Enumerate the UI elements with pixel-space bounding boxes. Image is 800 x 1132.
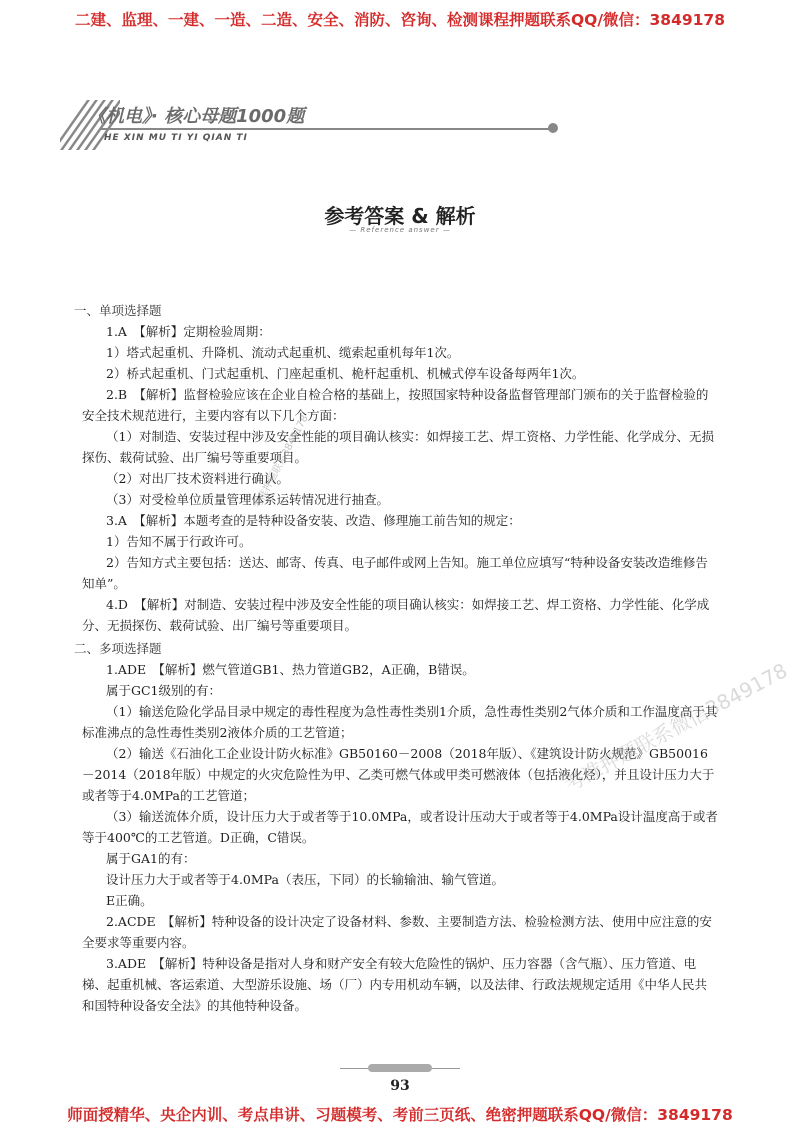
bottom-contact-banner: 师面授精华、央企内训、考点串讲、习题模考、考前三页纸、绝密押题联系QQ/微信：3849178 xyxy=(67,1106,733,1124)
answer-paragraph: （1）输送危险化学品目录中规定的毒性程度为急性毒性类别1介质，急性毒性类别2气体介质和工作温度高于其标准沸点的急性毒性类别2液体介质的工艺管道； xyxy=(82,704,718,740)
answer-paragraph: 3.A 【解析】本题考查的是特种设备安装、改造、修理施工前告知的规定： xyxy=(106,513,521,528)
answer-paragraph: （2）输送《石油化工企业设计防火标准》GB50160－2008（2018年版）、《建筑设计防火规范》GB50016－2014（2018年版）中规定的火灾危险性为甲、乙类可燃气体或甲类可燃液体（包括液化烃），并且设计压力大于或者等于4.0MPa的工艺管道； xyxy=(82,746,715,803)
page-number: 93 xyxy=(390,1078,410,1094)
small-watermark: 考准押题联系3849178 xyxy=(251,413,311,512)
answer-paragraph: （3）输送流体介质，设计压力大于或者等于10.0MPa，或者设计压动大于或者等于4.0MPa设计温度高于或者等于400℃的工艺管道。D正确，C错误。 xyxy=(82,809,718,845)
answer-paragraph: 1）告知不属于行政许可。 xyxy=(106,534,252,549)
answer-paragraph: 3.ADE 【解析】特种设备是指对人身和财产安全有较大危险性的锅炉、压力容器（含气瓶）、压力管道、电梯、起重机械、客运索道、大型游乐设施、场（厂）内专用机动车辆，以及法律、行政法规规定适用《中华人民共和国特种设备安全法》的其他特种设备。 xyxy=(82,956,708,1013)
book-header xyxy=(60,92,560,162)
answer-paragraph: 1.A 【解析】定期检验周期： xyxy=(106,324,271,339)
section-subtitle: — Reference answer — xyxy=(349,226,451,234)
answer-paragraph: E正确。 xyxy=(106,893,153,908)
section-heading: 二、多项选择题 xyxy=(74,641,162,656)
answer-paragraph: 4.D 【解析】对制造、安装过程中涉及安全性能的项目确认核实：如焊接工艺、焊工资格、力学性能、化学成分、无损探伤、载荷试验、出厂编号等重要项目。 xyxy=(82,597,710,633)
diagonal-watermark: 考准押题联系微信3849178 xyxy=(560,658,792,797)
page-number-decoration xyxy=(340,1062,460,1076)
answer-paragraph: 1）塔式起重机、升降机、流动式起重机、缆索起重机每年1次。 xyxy=(106,345,460,360)
answer-paragraph: 属于GA1的有： xyxy=(106,851,196,866)
header-dot-icon xyxy=(548,123,558,133)
answer-content xyxy=(74,298,718,1016)
answer-paragraph: 1.ADE 【解析】燃气管道GB1、热力管道GB2，A正确，B错误。 xyxy=(106,662,475,677)
answer-paragraph: 设计压力大于或者等于4.0MPa（表压，下同）的长输输油、输气管道。 xyxy=(106,872,504,887)
answer-paragraph: 2.B 【解析】监督检验应该在企业自检合格的基础上，按照国家特种设备监督管理部门颁布的关于监督检验的安全技术规范进行，主要内容有以下几个方面： xyxy=(82,387,709,423)
top-contact-banner: 二建、监理、一建、一造、二造、安全、消防、咨询、检测课程押题联系QQ/微信：3849178 xyxy=(74,11,725,29)
section-heading: 一、单项选择题 xyxy=(74,303,162,318)
answer-paragraph: 2）告知方式主要包括：送达、邮寄、传真、电子邮件或网上告知。施工单位应填写“特种设备安装改造维修告知单”。 xyxy=(82,555,708,591)
header-divider xyxy=(100,128,555,130)
book-subtitle: HE XIN MU TI YI QIAN TI xyxy=(104,133,248,143)
book-title: 《机电》· 核心母题1000题 xyxy=(88,106,305,127)
answer-paragraph: 2.ACDE 【解析】特种设备的设计决定了设备材料、参数、主要制造方法、检验检测方法、使用中应注意的安全要求等重要内容。 xyxy=(82,914,712,950)
answer-paragraph: （1）对制造、安装过程中涉及安全性能的项目确认核实：如焊接工艺、焊工资格、力学性能、化学成分、无损探伤、载荷试验、出厂编号等重要项目。 xyxy=(82,429,714,465)
answer-paragraph: 2）桥式起重机、门式起重机、门座起重机、桅杆起重机、机械式停车设备每两年1次。 xyxy=(106,366,585,381)
answer-paragraph: 属于GC1级别的有： xyxy=(106,683,222,698)
section-title: 参考答案 & 解析 xyxy=(324,204,476,228)
answer-paragraph: （3）对受检单位质量管理体系运转情况进行抽查。 xyxy=(106,492,389,507)
answer-paragraph: （2）对出厂技术资料进行确认。 xyxy=(106,471,289,486)
